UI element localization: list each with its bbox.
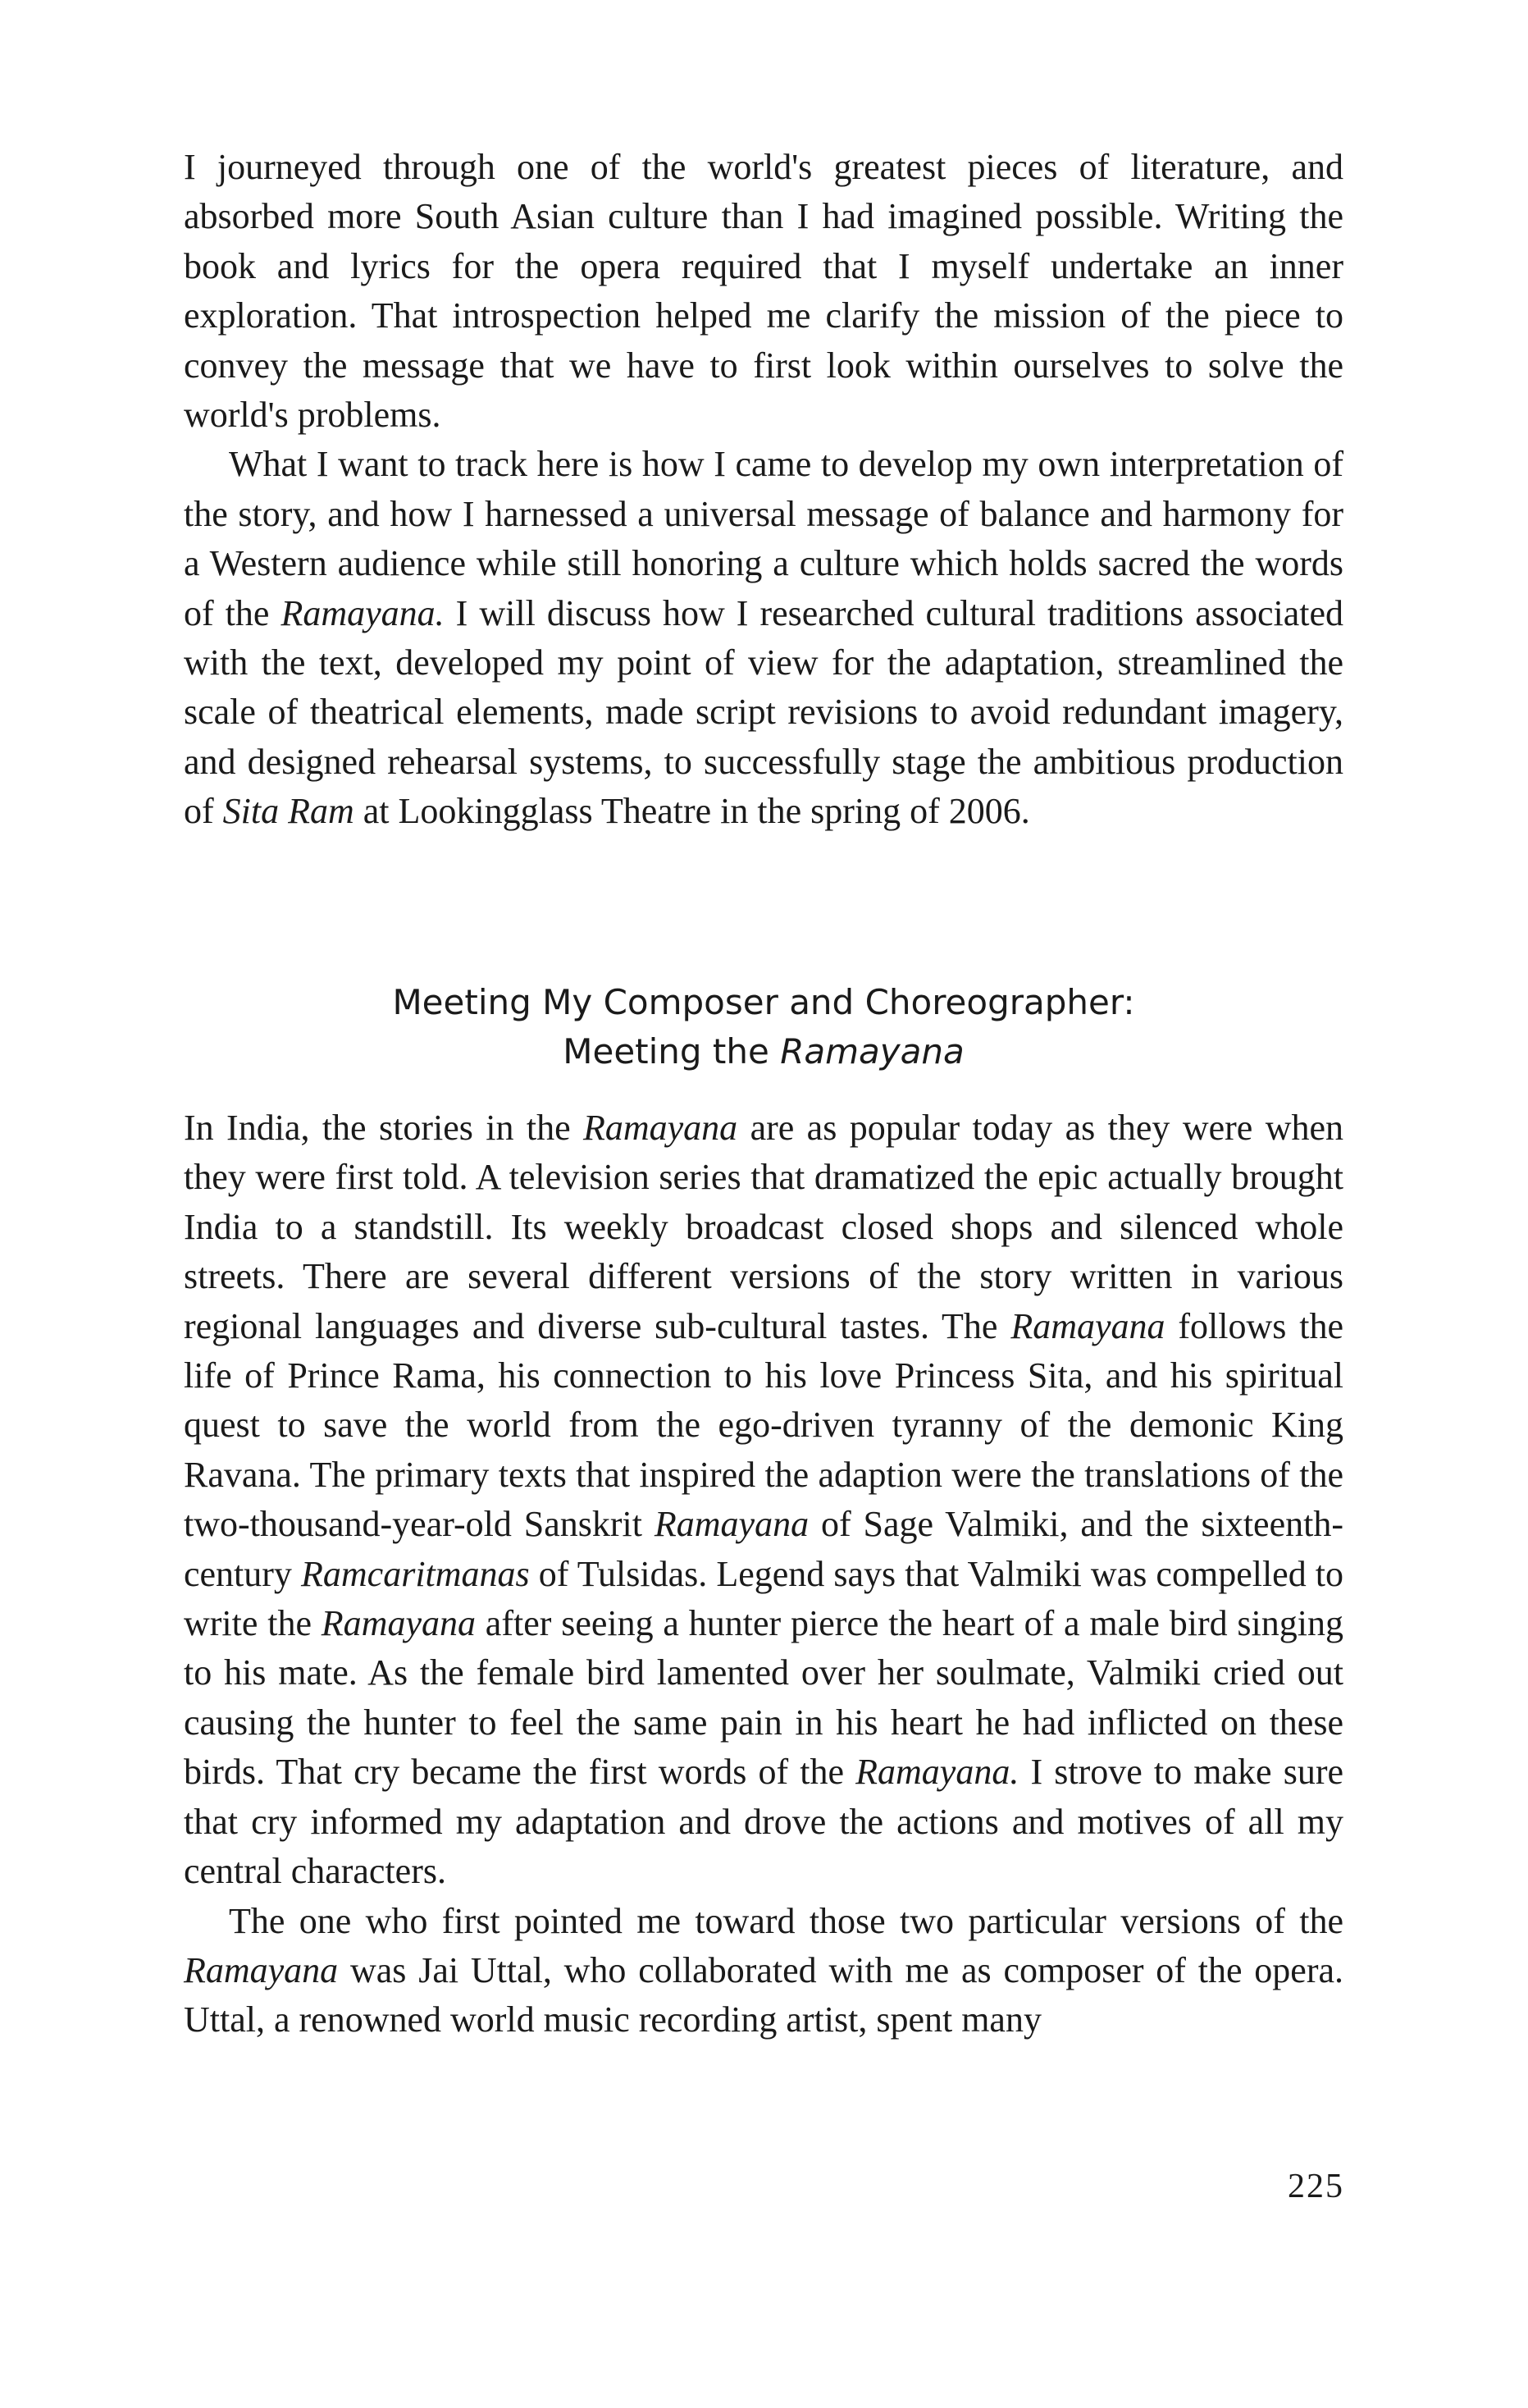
italic-title: Ramayana. [855,1752,1019,1793]
intro-text [184,143,1343,837]
paragraph: I journeyed through one of the world's greatest pieces of literature, and absorbed more South Asian culture than I had imagined possible. Writing the book and lyrics for the opera required that I myself undertake an inner exploration. That introspection helped me clarify the mission of the piece to convey the message that we have to first look within ourselves to solve the world's problems. [184,147,1343,436]
italic-title: Ramayana [321,1603,476,1644]
italic-title: Ramayana [654,1504,810,1545]
section-heading-line2-prefix: Meeting the [563,1031,781,1071]
italic-title: Ramayana [184,1949,339,1990]
italic-title: Ramayana. [281,592,445,633]
paragraph: What I want to track here is how I came to develop my own interpretation of the story, and how I harnessed a universal message of balance and harmony for a Western audience while still honoring a culture which holds sacred the words of the Ramayana. I will discuss how I researched cultural traditions associated with the text, developed my point of view for the adaptation, streamlined the scale of theatrical elements, made script revisions to avoid redundant imagery, and designed rehearsal systems, to successfully stage the ambitious production of Sita Ram at Lookingglass Theatre in the spring of 2006. [184,444,1344,832]
section-heading-line1: Meeting My Composer and Choreographer: [392,982,1135,1022]
section-text [184,1103,1343,2045]
italic-title: Ramayana [583,1108,738,1148]
page-number: 225 [1288,2168,1344,2205]
paragraph: The one who first pointed me toward those two particular versions of the Ramayana was Jai Uttal, who collaborated with me as composer of the opera. Uttal, a renowned world music recording artist, spent many [184,1900,1343,2040]
section-heading-line2-italic: Ramayana [780,1031,965,1071]
paragraph: In India, the stories in the Ramayana are as popular today as they were when they were first told. A television series that dramatized the epic actually brought India to a standstill. Its weekly broadcast closed shops and silenced whole streets. There are several different versions of the story written in various regional languages and diverse sub-cultural tastes. The Ramayana follows the life of Prince Rama, his connection to his love Princess Sita, and his spiritual quest to save the world from the ego-driven tyranny of the demonic King Ravana. The primary texts that inspired the adaption were the translations of the two-thousand-year-old Sanskrit Ramayana of Sage Valmiki, and the sixteenth-century Ramcaritmanas of Tulsidas. Legend says that Valmiki was compelled to write the Ramayana after seeing a hunter pierce the heart of a male bird singing to his mate. As the female bird lamented over her soulmate, Valmiki cried out causing the hunter to feel the same pain in his heart he had inflicted on these birds. That cry became the first words of the Ramayana. I strove to make sure that cry informed my adaptation and drove the actions and motives of all my central characters. [184,1108,1344,1892]
section-heading [184,978,1343,1076]
italic-title: Ramcaritmanas [301,1553,530,1594]
italic-title: Ramayana [1010,1305,1165,1346]
italic-title: Sita Ram [222,791,354,832]
